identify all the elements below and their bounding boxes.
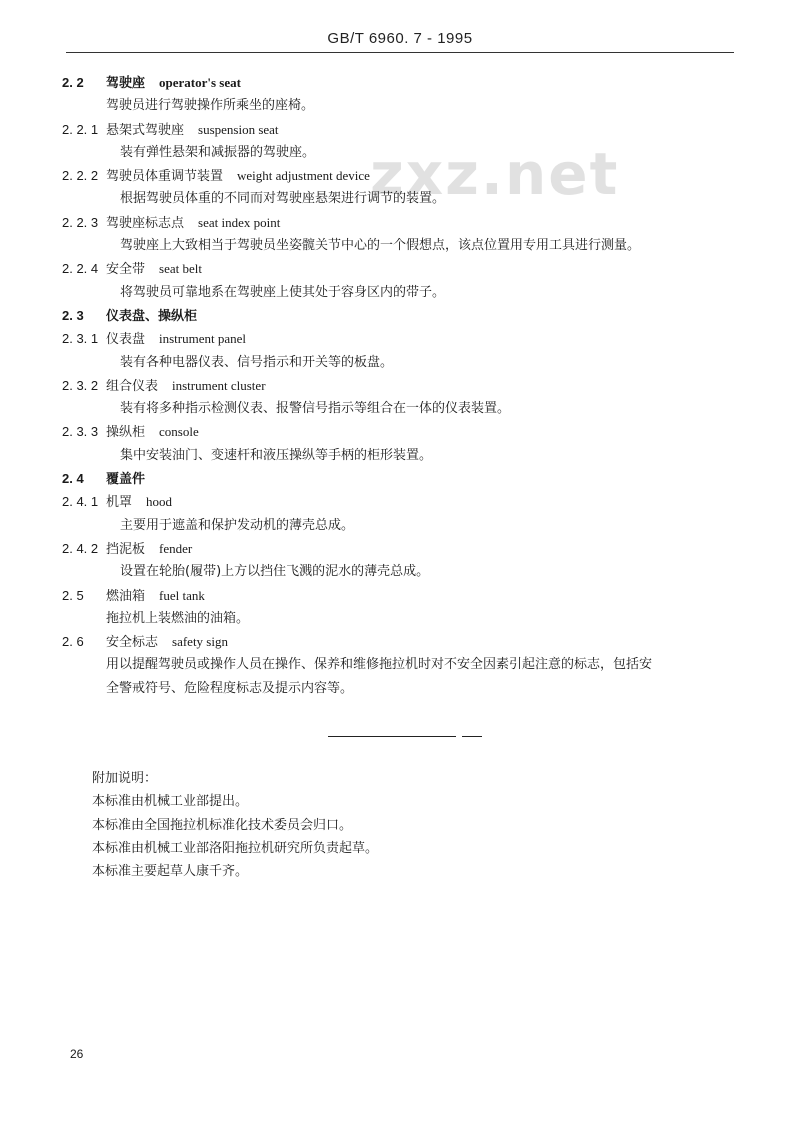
section-heading <box>62 467 752 490</box>
note-line: 本标准由机械工业部提出。 <box>92 794 249 810</box>
term-entry <box>62 420 752 443</box>
term-chinese: 安全标志 <box>106 635 159 651</box>
term-chinese: 覆盖件 <box>106 472 146 488</box>
term-english: instrument cluster <box>172 377 266 393</box>
term-english: fuel tank <box>159 587 205 603</box>
note-line: 本标准由全国拖拉机标准化技术委员会归口。 <box>92 817 353 833</box>
term-entry <box>62 118 752 141</box>
section-number: 2. 2. 3 <box>62 214 99 230</box>
document-body <box>62 71 752 700</box>
header-rule <box>66 52 734 53</box>
term-chinese: 燃油箱 <box>106 588 146 604</box>
term-definition: 主要用于遮盖和保护发动机的薄壳总成。 <box>120 517 355 533</box>
term-english: seat belt <box>159 261 202 277</box>
term-chinese: 机罩 <box>106 495 133 511</box>
term-definition: 设置在轮胎(履带)上方以挡住飞溅的泥水的薄壳总成。 <box>120 564 430 580</box>
term-definition: 集中安装油门、变速杆和液压操纵等手柄的柜形装置。 <box>120 447 433 463</box>
term-english: fender <box>159 540 193 556</box>
end-rule <box>328 736 456 737</box>
notes-heading: 附加说明： <box>92 771 158 786</box>
section-number: 2. 4. 2 <box>62 540 99 556</box>
term-definition: 装有弹性悬架和减振器的驾驶座。 <box>120 144 316 160</box>
section-number: 2. 3. 2 <box>62 377 99 393</box>
term-english: suspension seat <box>198 121 279 137</box>
section-number: 2. 3 <box>62 307 84 323</box>
term-chinese: 驾驶座 <box>106 76 146 91</box>
watermark: zxz.net <box>370 140 620 208</box>
term-entry <box>62 164 752 187</box>
section-heading <box>62 71 752 94</box>
section-number: 2. 2. 2 <box>62 168 99 184</box>
term-english: weight adjustment device <box>237 168 370 184</box>
section-number: 2. 2. 1 <box>62 121 99 137</box>
term-chinese: 操纵柜 <box>106 425 146 441</box>
term-chinese: 驾驶员体重调节装置 <box>106 169 224 185</box>
section-number: 2. 3. 1 <box>62 331 99 347</box>
term-definition: 根据驾驶员体重的不同而对驾驶座悬架进行调节的装置。 <box>120 191 446 207</box>
term-definition: 拖拉机上装燃油的油箱。 <box>106 610 250 626</box>
section-number: 2. 5 <box>62 587 84 603</box>
section-number: 2. 6 <box>62 634 84 650</box>
term-entry <box>62 374 752 397</box>
term-definition: 装有各种电器仪表、信号指示和开关等的板盘。 <box>120 354 394 370</box>
term-definition: 驾驶员进行驾驶操作所乘坐的座椅。 <box>106 98 315 114</box>
additional-notes <box>92 767 732 883</box>
term-english: operator's seat <box>159 75 241 90</box>
term-definition-continued: 全警戒符号、危险程度标志及提示内容等。 <box>106 680 354 696</box>
term-entry <box>62 327 752 350</box>
term-entry <box>62 584 752 607</box>
section-number: 2. 4 <box>62 471 84 487</box>
term-entry <box>62 537 752 560</box>
term-chinese: 仪表盘、操纵柜 <box>106 308 198 324</box>
term-chinese: 安全带 <box>106 262 146 278</box>
section-number: 2. 2 <box>62 75 84 90</box>
term-english: seat index point <box>198 214 281 230</box>
term-entry <box>62 490 752 513</box>
term-english: instrument panel <box>159 331 247 347</box>
term-entry <box>62 630 752 653</box>
term-chinese: 挡泥板 <box>106 541 146 557</box>
section-heading <box>62 304 752 327</box>
term-chinese: 悬架式驾驶座 <box>106 122 185 138</box>
section-number: 2. 2. 4 <box>62 261 99 277</box>
note-line: 本标准主要起草人康千齐。 <box>92 864 249 880</box>
section-number: 2. 4. 1 <box>62 494 99 510</box>
page-number: 26 <box>70 1047 84 1061</box>
term-english: console <box>159 424 199 440</box>
term-chinese: 驾驶座标志点 <box>106 215 185 231</box>
document-header-title: GB/T 6960. 7 - 1995 <box>327 30 473 47</box>
term-definition: 将驾驶员可靠地系在驾驶座上使其处于容身区内的带子。 <box>120 284 446 300</box>
term-definition: 用以提醒驾驶员或操作人员在操作、保养和维修拖拉机时对不安全因素引起注意的标志，包括安 <box>106 657 653 673</box>
note-line: 本标准由机械工业部洛阳拖拉机研究所负责起草。 <box>92 840 379 856</box>
end-rule-tail <box>462 736 482 737</box>
term-english: safety sign <box>172 634 228 650</box>
term-definition: 驾驶座上大致相当于驾驶员坐姿髋关节中心的一个假想点，该点位置用专用工具进行测量。 <box>120 238 641 254</box>
term-chinese: 组合仪表 <box>106 378 159 394</box>
section-number: 2. 3. 3 <box>62 424 99 440</box>
term-chinese: 仪表盘 <box>106 332 146 348</box>
term-entry <box>62 257 752 280</box>
term-english: hood <box>146 494 173 510</box>
term-entry <box>62 211 752 234</box>
term-definition: 装有将多种指示检测仪表、报警信号指示等组合在一体的仪表装置。 <box>120 401 511 417</box>
